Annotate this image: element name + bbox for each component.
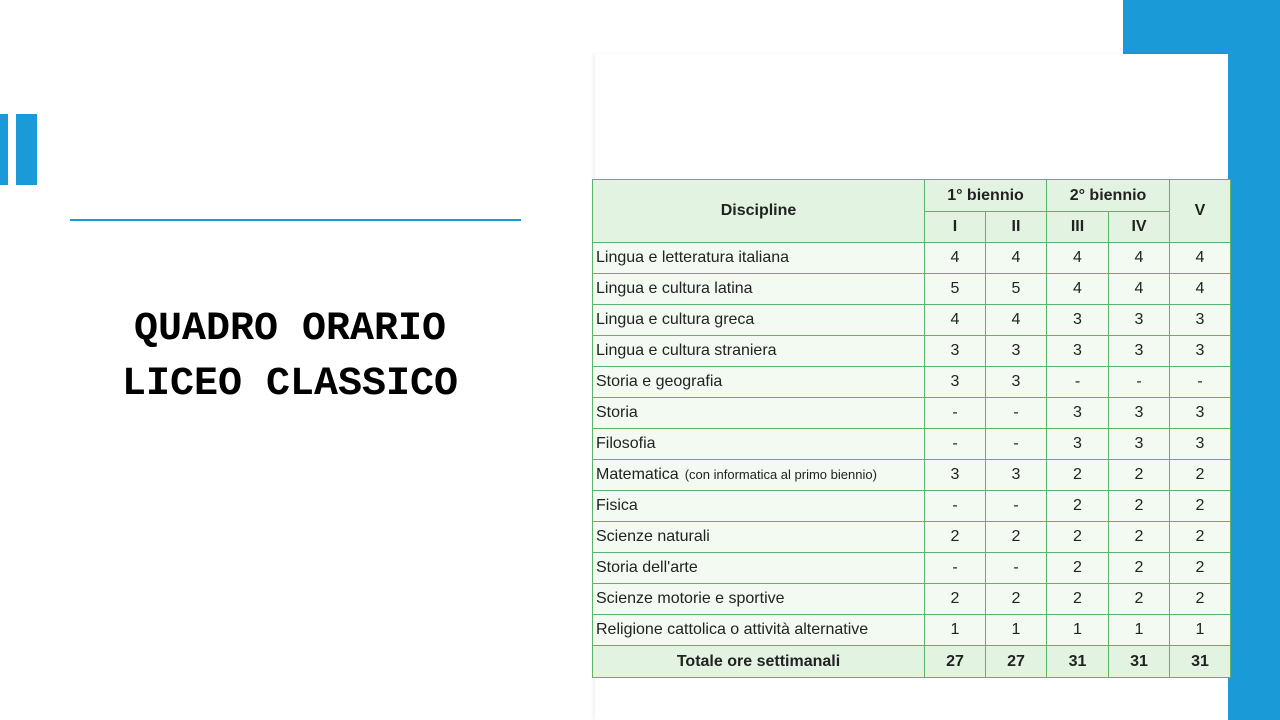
hours-cell: 4 <box>1170 274 1231 305</box>
hours-cell: 3 <box>1047 336 1109 367</box>
total-label: Totale ore settimanali <box>593 646 925 678</box>
hours-cell: 3 <box>1170 398 1231 429</box>
hours-cell: 3 <box>1109 336 1170 367</box>
hours-cell: - <box>1170 367 1231 398</box>
header-fifth-year: V <box>1170 180 1231 243</box>
table-row <box>593 615 1231 646</box>
header-discipline: Discipline <box>593 180 925 243</box>
hours-cell: 2 <box>1047 553 1109 584</box>
hours-cell: 4 <box>1109 274 1170 305</box>
hours-cell: 3 <box>1109 429 1170 460</box>
table-row <box>593 336 1231 367</box>
hours-cell: 1 <box>986 615 1047 646</box>
hours-cell: - <box>925 491 986 522</box>
hours-cell: 3 <box>1109 305 1170 336</box>
table-row <box>593 522 1231 553</box>
table-row <box>593 398 1231 429</box>
hours-cell: 2 <box>1109 460 1170 491</box>
header-first-biennium: 1° biennio <box>925 180 1047 212</box>
hours-cell: 3 <box>1109 398 1170 429</box>
hours-cell: 4 <box>1170 243 1231 274</box>
subject-name: Scienze motorie e sportive <box>596 590 785 607</box>
subject-cell <box>593 243 925 274</box>
subject-cell <box>593 553 925 584</box>
hours-cell: 2 <box>1047 491 1109 522</box>
hours-cell: 1 <box>925 615 986 646</box>
hours-cell: 3 <box>1047 429 1109 460</box>
subject-cell <box>593 460 925 491</box>
hours-cell: - <box>986 553 1047 584</box>
hours-cell: 2 <box>1047 584 1109 615</box>
subject-name: Religione cattolica o attività alternative <box>596 621 869 638</box>
hours-cell: - <box>986 398 1047 429</box>
hours-cell: 4 <box>1109 243 1170 274</box>
table-row <box>593 491 1231 522</box>
subject-name: Lingua e cultura greca <box>596 311 755 328</box>
hours-cell: 2 <box>986 522 1047 553</box>
table-row <box>593 305 1231 336</box>
hours-cell: 3 <box>986 460 1047 491</box>
hours-cell: 3 <box>1170 336 1231 367</box>
hours-cell: 2 <box>925 522 986 553</box>
hours-cell: 2 <box>1170 491 1231 522</box>
hours-cell: 3 <box>986 367 1047 398</box>
hours-cell: - <box>986 429 1047 460</box>
hours-cell: 2 <box>1170 584 1231 615</box>
hours-cell: 2 <box>1170 553 1231 584</box>
hours-cell: - <box>1109 367 1170 398</box>
subject-name: Lingua e cultura straniera <box>596 342 777 359</box>
total-row <box>593 646 1231 678</box>
subject-cell <box>593 305 925 336</box>
total-hours-cell: 31 <box>1047 646 1109 678</box>
hours-cell: 1 <box>1047 615 1109 646</box>
hours-cell: 3 <box>925 460 986 491</box>
hours-cell: 4 <box>986 243 1047 274</box>
subject-cell <box>593 491 925 522</box>
subject-name: Matematica <box>596 466 679 483</box>
header-year-2: II <box>986 212 1047 243</box>
hours-cell: 2 <box>1170 460 1231 491</box>
hours-cell: 4 <box>1047 274 1109 305</box>
hours-cell: 2 <box>1109 491 1170 522</box>
hours-cell: 2 <box>1109 553 1170 584</box>
header-year-4: IV <box>1109 212 1170 243</box>
hours-cell: 2 <box>1109 522 1170 553</box>
subject-name: Storia <box>596 404 638 421</box>
subject-name: Storia e geografia <box>596 373 723 390</box>
hours-cell: 2 <box>1047 522 1109 553</box>
slide-title-line-2: LICEO CLASSICO <box>121 362 459 407</box>
total-hours-cell: 31 <box>1170 646 1231 678</box>
subject-cell <box>593 274 925 305</box>
hours-cell: - <box>1047 367 1109 398</box>
schedule-table <box>592 179 1231 678</box>
subject-cell <box>593 336 925 367</box>
subject-name: Filosofia <box>596 435 656 452</box>
hours-cell: 1 <box>1109 615 1170 646</box>
hours-cell: - <box>986 491 1047 522</box>
header-second-biennium: 2° biennio <box>1047 180 1170 212</box>
total-hours-cell: 27 <box>986 646 1047 678</box>
subject-name: Lingua e cultura latina <box>596 280 753 297</box>
subject-cell <box>593 367 925 398</box>
hours-cell: 3 <box>986 336 1047 367</box>
hours-cell: 4 <box>1047 243 1109 274</box>
hours-cell: - <box>925 398 986 429</box>
hours-cell: 4 <box>986 305 1047 336</box>
hours-cell: 3 <box>925 336 986 367</box>
accent-bar-right <box>16 114 37 185</box>
hours-cell: 2 <box>1047 460 1109 491</box>
table-row <box>593 243 1231 274</box>
header-year-3: III <box>1047 212 1109 243</box>
table-header-row <box>593 180 1231 212</box>
subject-cell <box>593 615 925 646</box>
hours-cell: - <box>925 429 986 460</box>
hours-cell: 5 <box>986 274 1047 305</box>
hours-cell: 2 <box>986 584 1047 615</box>
table-row <box>593 274 1231 305</box>
title-divider <box>70 219 521 221</box>
subject-cell <box>593 584 925 615</box>
hours-cell: 2 <box>1170 522 1231 553</box>
subject-name: Scienze naturali <box>596 528 710 545</box>
total-hours-cell: 27 <box>925 646 986 678</box>
table-row <box>593 584 1231 615</box>
hours-cell: 3 <box>1047 398 1109 429</box>
accent-bar-left <box>0 114 8 185</box>
subject-cell <box>593 522 925 553</box>
header-year-1: I <box>925 212 986 243</box>
subject-name: Lingua e letteratura italiana <box>596 249 790 266</box>
hours-cell: 4 <box>925 243 986 274</box>
table-body <box>593 243 1231 678</box>
hours-cell: 1 <box>1170 615 1231 646</box>
subject-name: Storia dell'arte <box>596 559 698 576</box>
hours-cell: 5 <box>925 274 986 305</box>
slide-title-line-1: QUADRO ORARIO <box>133 307 447 352</box>
hours-cell: 3 <box>1170 429 1231 460</box>
hours-cell: 3 <box>1170 305 1231 336</box>
hours-cell: 2 <box>1109 584 1170 615</box>
hours-cell: 3 <box>1047 305 1109 336</box>
table-row <box>593 367 1231 398</box>
hours-cell: - <box>925 553 986 584</box>
hours-cell: 4 <box>925 305 986 336</box>
subject-cell <box>593 398 925 429</box>
subject-cell <box>593 429 925 460</box>
table-row <box>593 460 1231 491</box>
subject-note: (con informatica al primo biennio) <box>684 467 877 482</box>
table-row <box>593 429 1231 460</box>
subject-name: Fisica <box>596 497 638 514</box>
total-hours-cell: 31 <box>1109 646 1170 678</box>
hours-cell: 3 <box>925 367 986 398</box>
slide-title <box>60 302 520 412</box>
hours-cell: 2 <box>925 584 986 615</box>
table-row <box>593 553 1231 584</box>
